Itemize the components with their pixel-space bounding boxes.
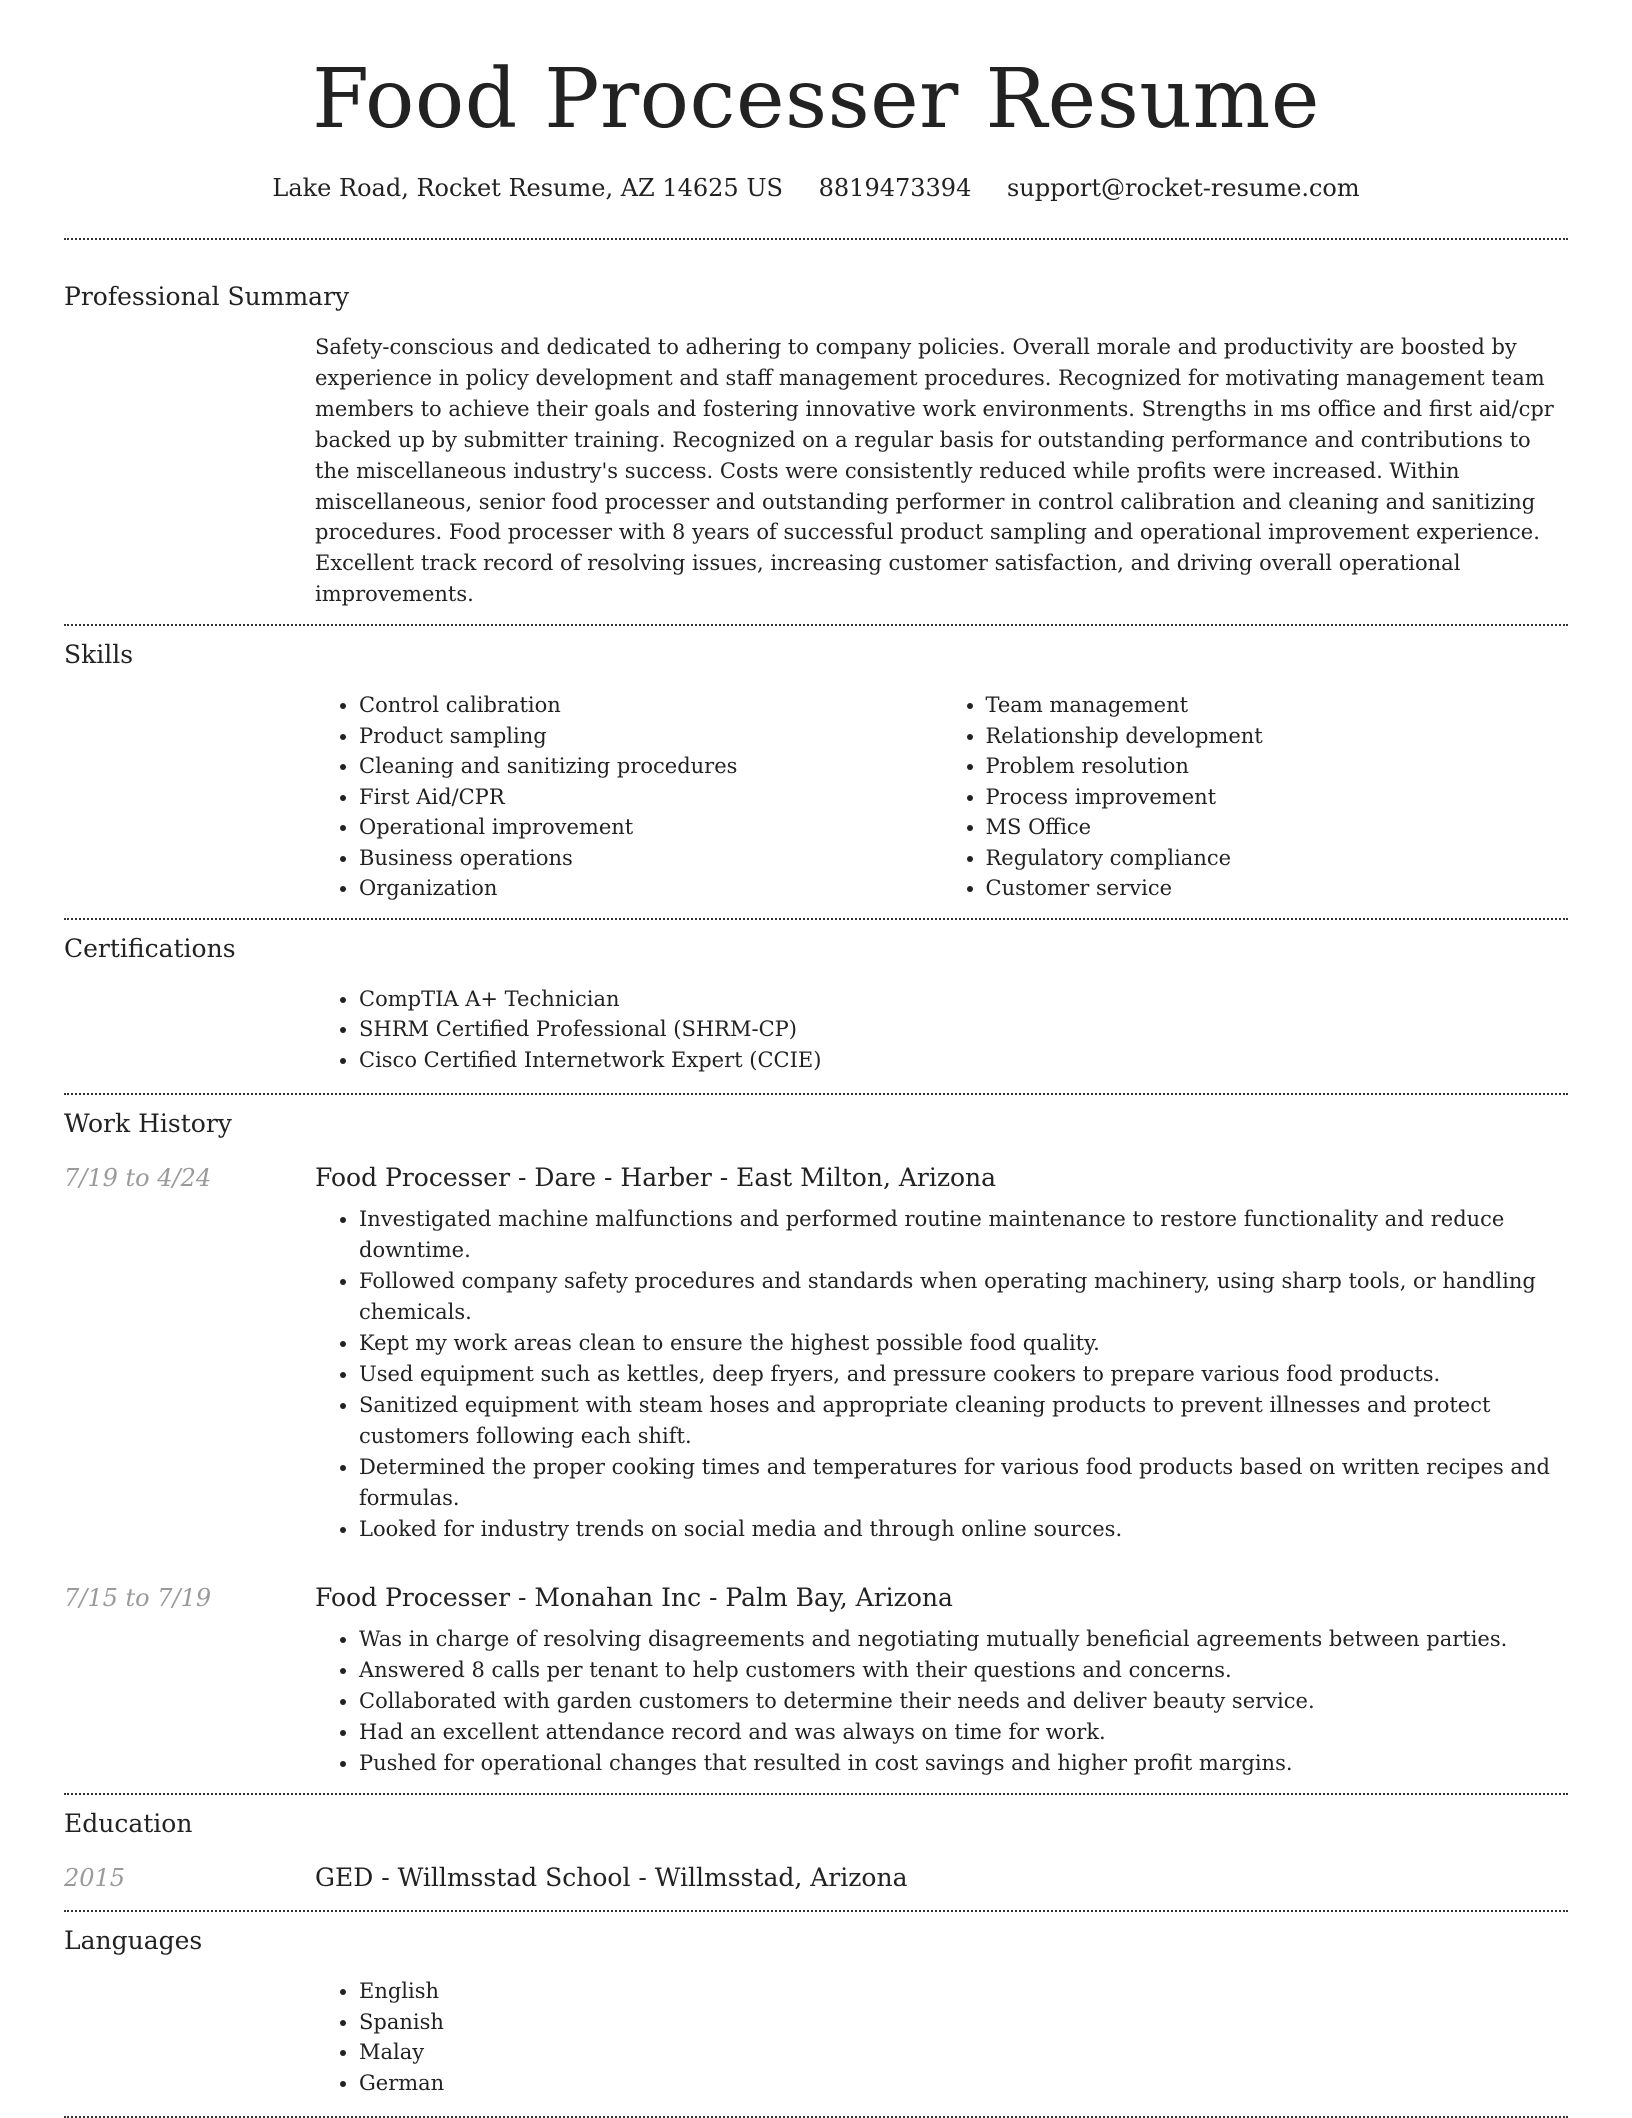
contact-line: [64, 172, 1568, 204]
list-item: • Operational improvement: [359, 812, 942, 843]
education-title: GED - Willmsstad School - Willmsstad, Arizona: [315, 1863, 908, 1893]
list-item: • Cisco Certified Internetwork Expert (CCIE): [359, 1045, 1568, 1076]
languages-content: [315, 1976, 1568, 2098]
education-year: 2015: [64, 1864, 126, 1893]
list-item: • First Aid/CPR: [359, 782, 942, 813]
certifications-list: [315, 984, 1568, 1076]
list-item: • Customer service: [986, 873, 1569, 904]
section-heading-languages: Languages: [64, 1926, 203, 1956]
job-duties: [315, 1204, 1568, 1545]
list-item: • Relationship development: [986, 721, 1569, 752]
list-item: • English: [359, 1976, 1568, 2007]
section-heading-work: Work History: [64, 1109, 232, 1139]
skills-list-right: [942, 690, 1569, 904]
list-item: • Sanitized equipment with steam hoses and appropriate cleaning products to prevent illnesses and protect customers following each shift.: [359, 1390, 1568, 1452]
certifications-section: [64, 920, 1568, 1076]
section-heading-certifications: Certifications: [64, 933, 236, 963]
certifications-content: [315, 984, 1568, 1076]
job-entry: [64, 1583, 1568, 1779]
contact-email: support@rocket-resume.com: [1006, 174, 1360, 202]
list-item: • Cleaning and sanitizing procedures: [359, 751, 942, 782]
list-item: • Team management: [986, 690, 1569, 721]
list-item: • SHRM Certified Professional (SHRM-CP): [359, 1014, 1568, 1045]
job-duties-list: [315, 1624, 1568, 1779]
job-header: [64, 1163, 1568, 1192]
summary-text: Safety-conscious and dedicated to adhering to company policies. Overall morale and productivity are boosted by experience in policy development and staff management procedures. Recognized for motivating management team members to achieve their goals and fostering innovative work environments. Strengths in ms office and first aid/cpr backed up by submitter training. Recognized on a regular basis for outstanding performance and contributions to the miscellaneous industry's success. Costs were consistently reduced while profits were increased. Within miscellaneous, senior food processer and outstanding performer in control calibration and cleaning and sanitizing procedures. Food processer with 8 years of successful product sampling and operational improvement experience. Excellent track record of resolving issues, increasing customer satisfaction, and driving overall operational improvements.: [315, 335, 1554, 607]
job-entry: [64, 1163, 1568, 1545]
list-item: • Control calibration: [359, 690, 942, 721]
job-dates: 7/19 to 4/24: [64, 1164, 212, 1193]
job-title: Food Processer - Dare - Harber - East Milton, Arizona: [315, 1163, 997, 1193]
list-item: • Had an excellent attendance record and was always on time for work.: [359, 1717, 1568, 1748]
list-item: • Determined the proper cooking times and temperatures for various food products based on written recipes and formulas.: [359, 1452, 1568, 1514]
languages-list: [315, 1976, 1568, 2098]
job-duties-list: [315, 1204, 1568, 1545]
list-item: • CompTIA A+ Technician: [359, 984, 1568, 1015]
list-item: • Used equipment such as kettles, deep fryers, and pressure cookers to prepare various food products.: [359, 1359, 1568, 1390]
job-dates: 7/15 to 7/19: [64, 1584, 212, 1613]
list-item: • Product sampling: [359, 721, 942, 752]
list-item: • Spanish: [359, 2007, 1568, 2038]
summary-section: [64, 240, 1568, 610]
education-entry: [64, 1863, 1568, 1892]
skills-list-left: [315, 690, 942, 904]
list-item: • Problem resolution: [986, 751, 1569, 782]
contact-phone: 8819473394: [818, 174, 972, 202]
skills-grid: [315, 690, 1568, 904]
work-history-section: [64, 1095, 1568, 1779]
section-heading-education: Education: [64, 1809, 193, 1839]
list-item: • Followed company safety procedures and standards when operating machinery, using sharp tools, or handling chemicals.: [359, 1266, 1568, 1328]
contact-address: Lake Road, Rocket Resume, AZ 14625 US: [272, 174, 783, 202]
section-heading-skills: Skills: [64, 640, 134, 670]
list-item: • Pushed for operational changes that resulted in cost savings and higher profit margins.: [359, 1748, 1568, 1779]
list-item: • Kept my work areas clean to ensure the highest possible food quality.: [359, 1328, 1568, 1359]
job-header: [64, 1583, 1568, 1612]
list-item: • Organization: [359, 873, 942, 904]
list-item: • Regulatory compliance: [986, 843, 1569, 874]
job-title: Food Processer - Monahan Inc - Palm Bay, Arizona: [315, 1583, 953, 1613]
list-item: • Investigated machine malfunctions and performed routine maintenance to restore functionality and reduce downtime.: [359, 1204, 1568, 1266]
section-heading-summary: Professional Summary: [64, 282, 350, 311]
list-item: • Looked for industry trends on social media and through online sources.: [359, 1514, 1568, 1545]
skills-section: [64, 626, 1568, 904]
list-item: • MS Office: [986, 812, 1569, 843]
page-title: Food Processer Resume: [312, 52, 1320, 147]
list-item: • Was in charge of resolving disagreements and negotiating mutually beneficial agreements between parties.: [359, 1624, 1568, 1655]
list-item: • Business operations: [359, 843, 942, 874]
list-item: • Answered 8 calls per tenant to help customers with their questions and concerns.: [359, 1655, 1568, 1686]
languages-section: [64, 1912, 1568, 2098]
list-item: • German: [359, 2068, 1568, 2099]
list-item: • Process improvement: [986, 782, 1569, 813]
list-item: • Malay: [359, 2037, 1568, 2068]
list-item: • Collaborated with garden customers to determine their needs and deliver beauty service.: [359, 1686, 1568, 1717]
education-section: [64, 1795, 1568, 1892]
job-duties: [315, 1624, 1568, 1779]
